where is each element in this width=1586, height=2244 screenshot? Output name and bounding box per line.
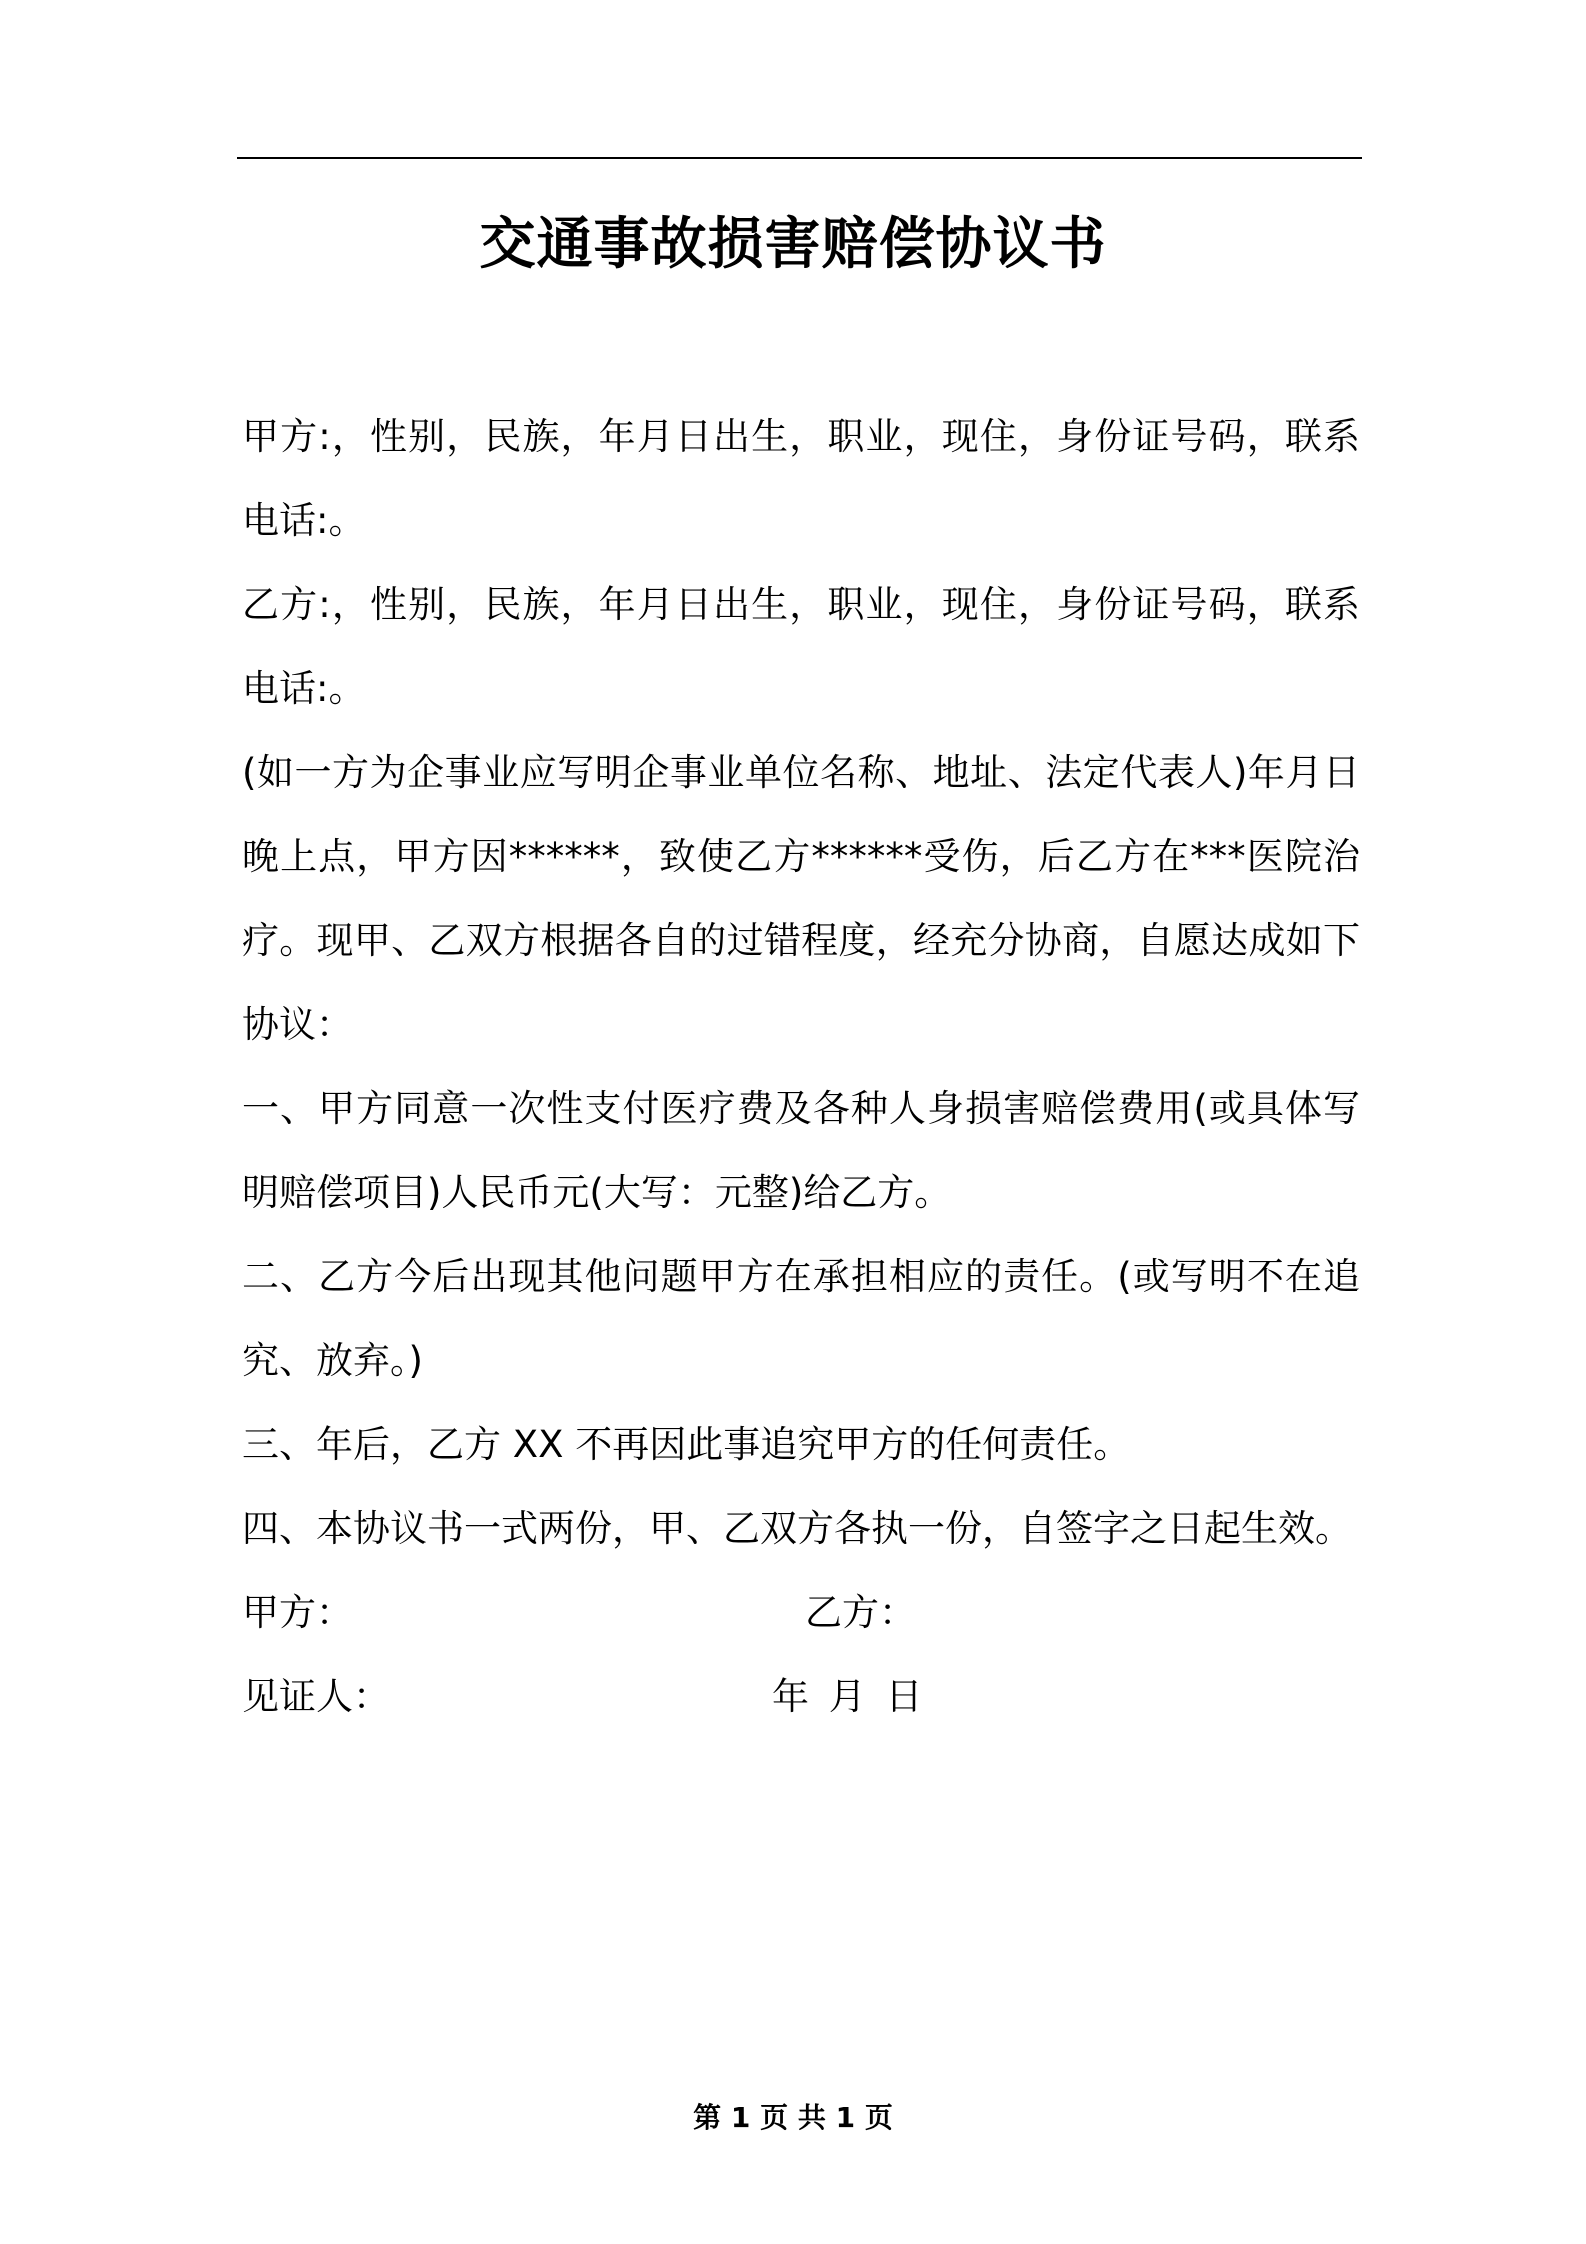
document-body xyxy=(242,395,1360,1739)
document-title: 交通事故损害赔偿协议书 xyxy=(479,212,1107,277)
signature-date: 年 月 日 xyxy=(772,1675,923,1718)
party-a-signature-label: 甲方： xyxy=(242,1591,353,1634)
clause-3: 三、年后，乙方 XX 不再因此事追究甲方的任何责任。 xyxy=(242,1423,1131,1466)
signature-row-witness xyxy=(242,1655,1360,1739)
signature-row-parties xyxy=(242,1571,1360,1655)
party-b-info: 乙方:，性别，民族，年月日出生，职业，现住，身份证号码，联系电话:。 xyxy=(242,583,1360,710)
clause-4: 四、本协议书一式两份，甲、乙双方各执一份，自签字之日起生效。 xyxy=(242,1507,1352,1550)
header-rule xyxy=(237,157,1362,159)
party-a-info: 甲方:，性别，民族，年月日出生，职业，现住，身份证号码，联系电话:。 xyxy=(242,415,1360,542)
incident-description: (如一方为企事业应写明企事业单位名称、地址、法定代表人)年月日晚上点，甲方因******，致使乙方******受伤，后乙方在***医院治疗。现甲、乙双方根据各自的过错程度，经充分协商，自愿达成如下协议： xyxy=(242,751,1360,1046)
page-number-footer: 第 1 页 共 1 页 xyxy=(693,2101,893,2134)
party-b-signature-label: 乙方： xyxy=(805,1591,916,1634)
clause-2: 二、乙方今后出现其他问题甲方在承担相应的责任。(或写明不在追究、放弃。) xyxy=(242,1255,1360,1382)
clause-1: 一、甲方同意一次性支付医疗费及各种人身损害赔偿费用(或具体写明赔偿项目)人民币元(大写：元整)给乙方。 xyxy=(242,1087,1360,1214)
witness-signature-label: 见证人： xyxy=(242,1675,390,1718)
